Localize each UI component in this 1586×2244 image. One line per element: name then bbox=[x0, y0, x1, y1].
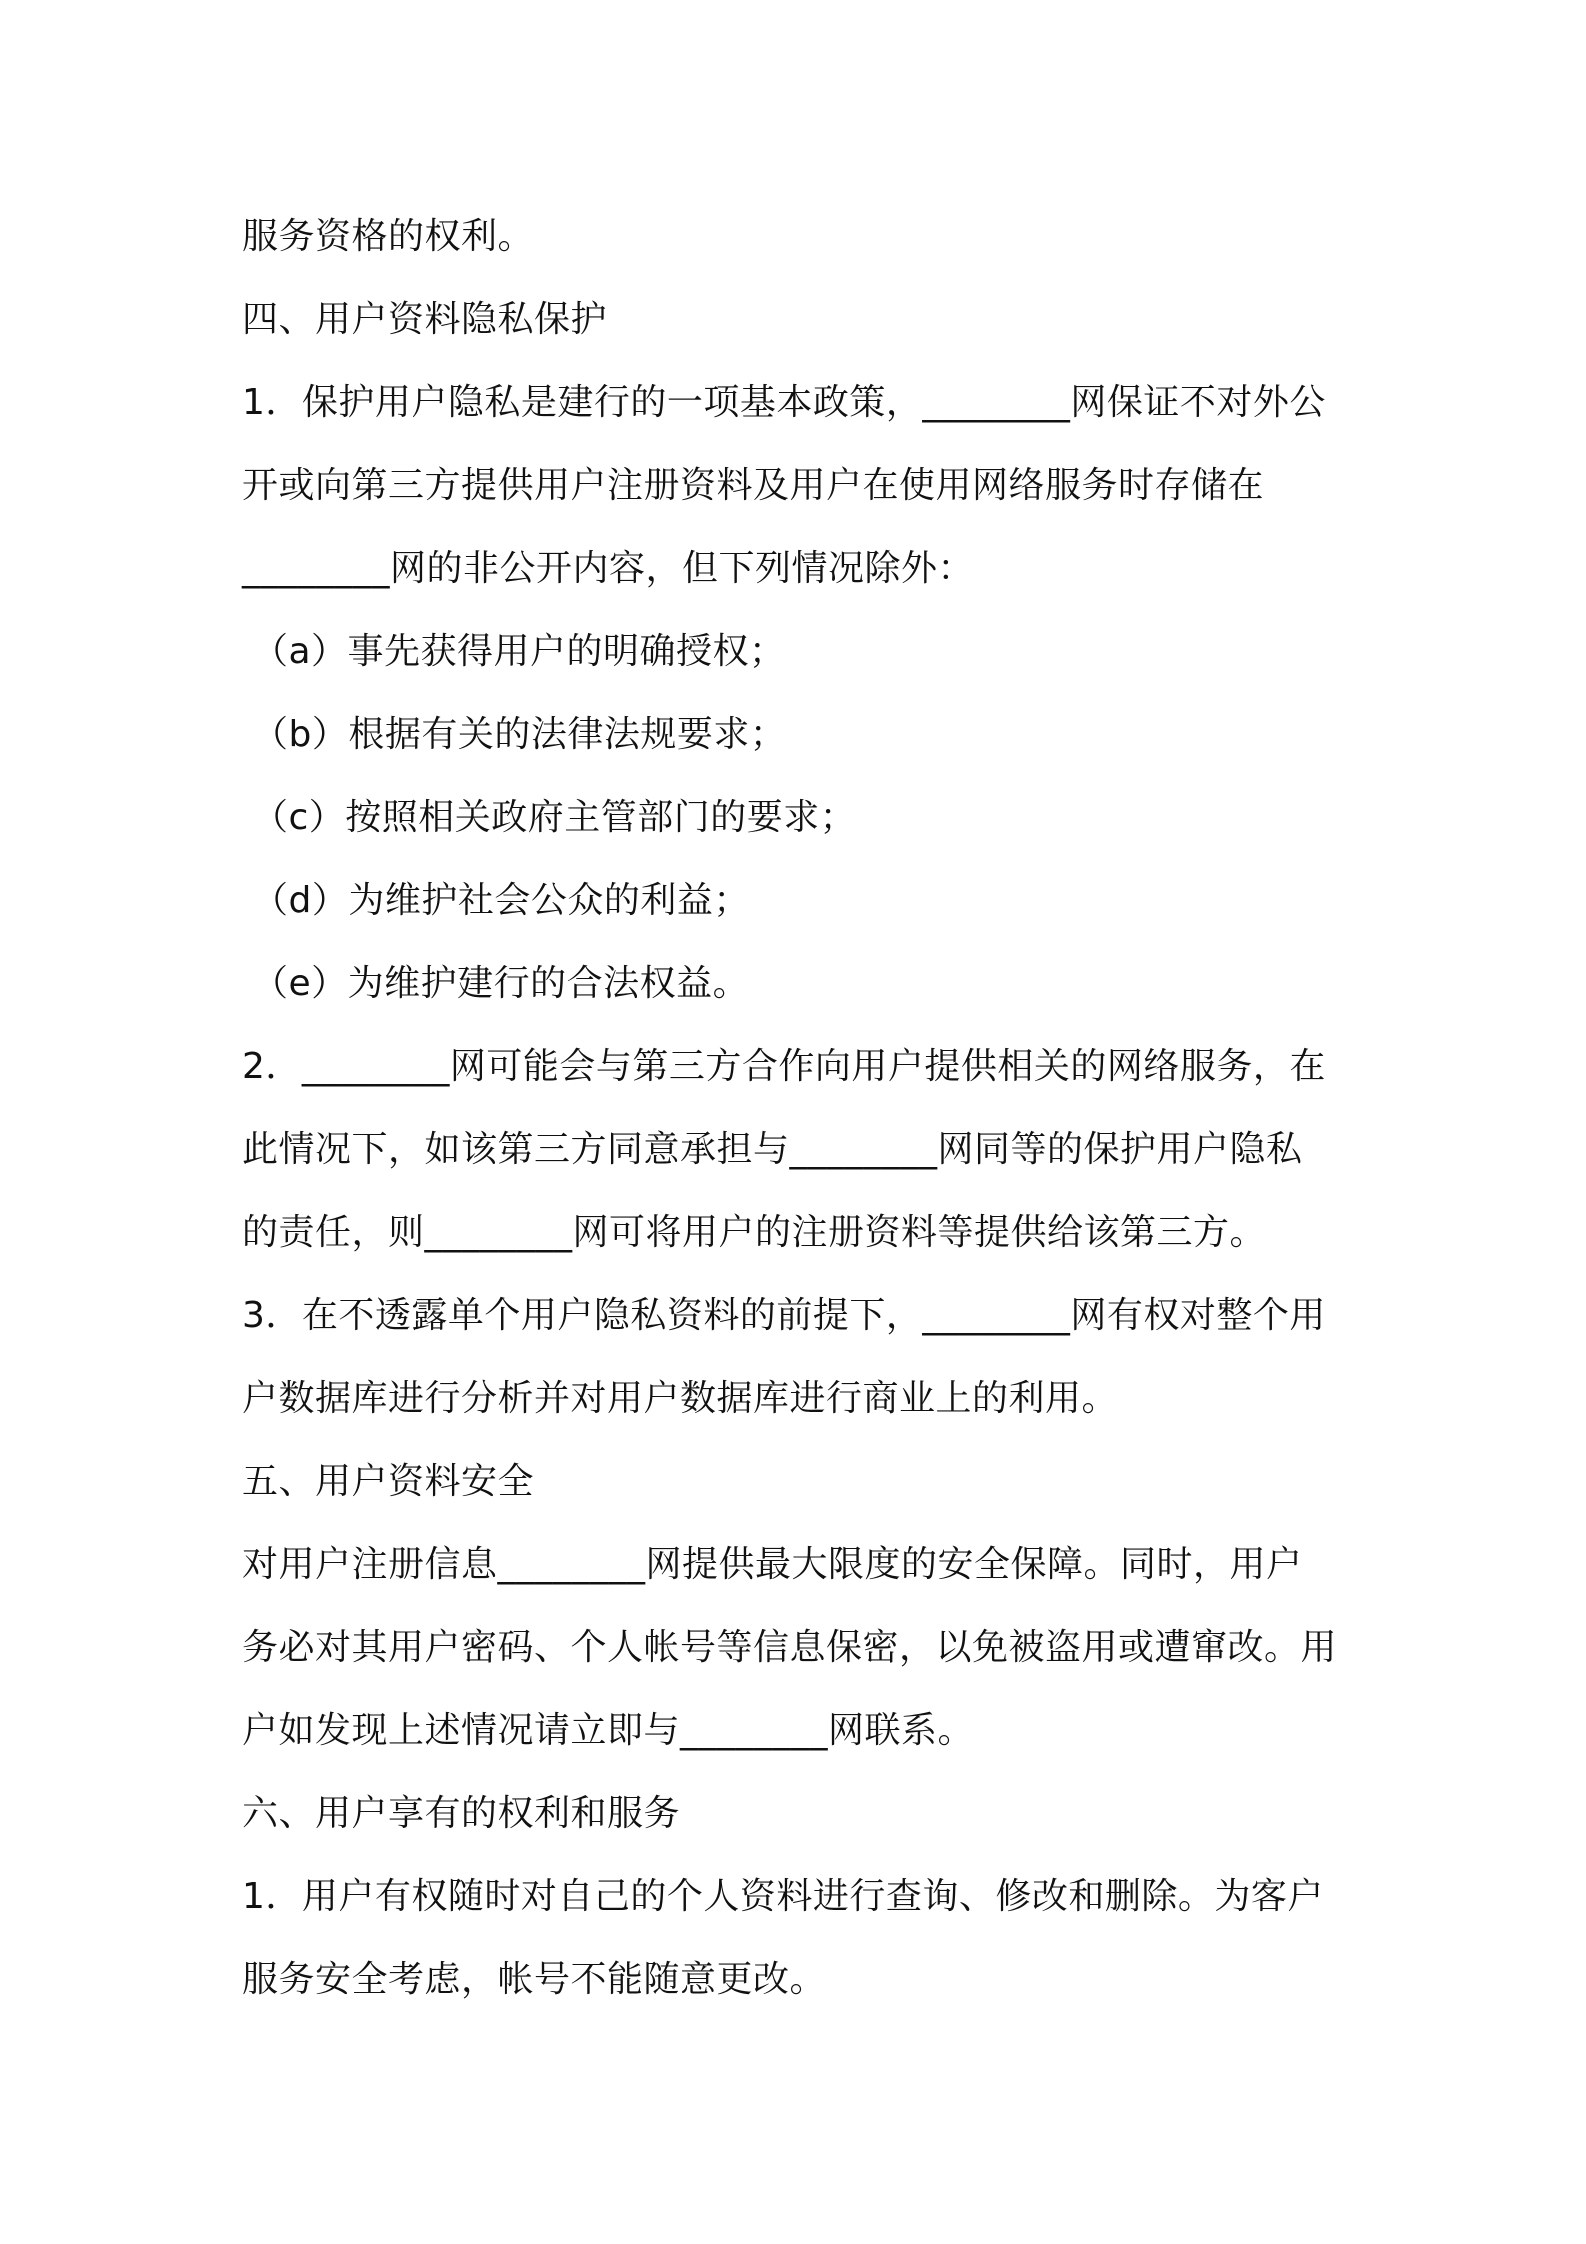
text-line: 3．在不透露单个用户隐私资料的前提下，________网有权对整个用 bbox=[242, 1295, 1326, 1336]
text-line: 此情况下，如该第三方同意承担与________网同等的保护用户隐私 bbox=[242, 1129, 1303, 1170]
section-heading: 四、用户资料隐私保护 bbox=[242, 299, 608, 340]
section-heading: 五、用户资料安全 bbox=[242, 1461, 535, 1502]
list-item: （d）为维护社会公众的利益； bbox=[252, 880, 750, 921]
text-line: 1．用户有权随时对自己的个人资料进行查询、修改和删除。为客户 bbox=[242, 1876, 1324, 1917]
list-item: （b）根据有关的法律法规要求； bbox=[252, 714, 787, 755]
text-line: 的责任，则________网可将用户的注册资料等提供给该第三方。 bbox=[242, 1212, 1267, 1253]
text-line: 2．________网可能会与第三方合作向用户提供相关的网络服务，在 bbox=[242, 1046, 1326, 1087]
section-heading: 六、用户享有的权利和服务 bbox=[242, 1793, 681, 1834]
text-line: 服务资格的权利。 bbox=[242, 216, 535, 257]
text-line: 户如发现上述情况请立即与________网联系。 bbox=[242, 1710, 975, 1751]
text-line: 开或向第三方提供用户注册资料及用户在使用网络服务时存储在 bbox=[242, 465, 1265, 506]
text-line: 对用户注册信息________网提供最大限度的安全保障。同时，用户 bbox=[242, 1544, 1303, 1585]
text-line: ________网的非公开内容，但下列情况除外： bbox=[242, 548, 975, 589]
text-line: 务必对其用户密码、个人帐号等信息保密，以免被盗用或遭窜改。用 bbox=[242, 1627, 1338, 1668]
list-item: （e）为维护建行的合法权益。 bbox=[252, 963, 750, 1004]
list-item: （a）事先获得用户的明确授权； bbox=[252, 631, 786, 672]
list-item: （c）按照相关政府主管部门的要求； bbox=[252, 797, 857, 838]
text-line: 服务安全考虑，帐号不能随意更改。 bbox=[242, 1959, 827, 2000]
document-body bbox=[242, 195, 1362, 2021]
text-line: 户数据库进行分析并对用户数据库进行商业上的利用。 bbox=[242, 1378, 1119, 1419]
text-line: 1．保护用户隐私是建行的一项基本政策，________网保证不对外公 bbox=[242, 382, 1326, 423]
